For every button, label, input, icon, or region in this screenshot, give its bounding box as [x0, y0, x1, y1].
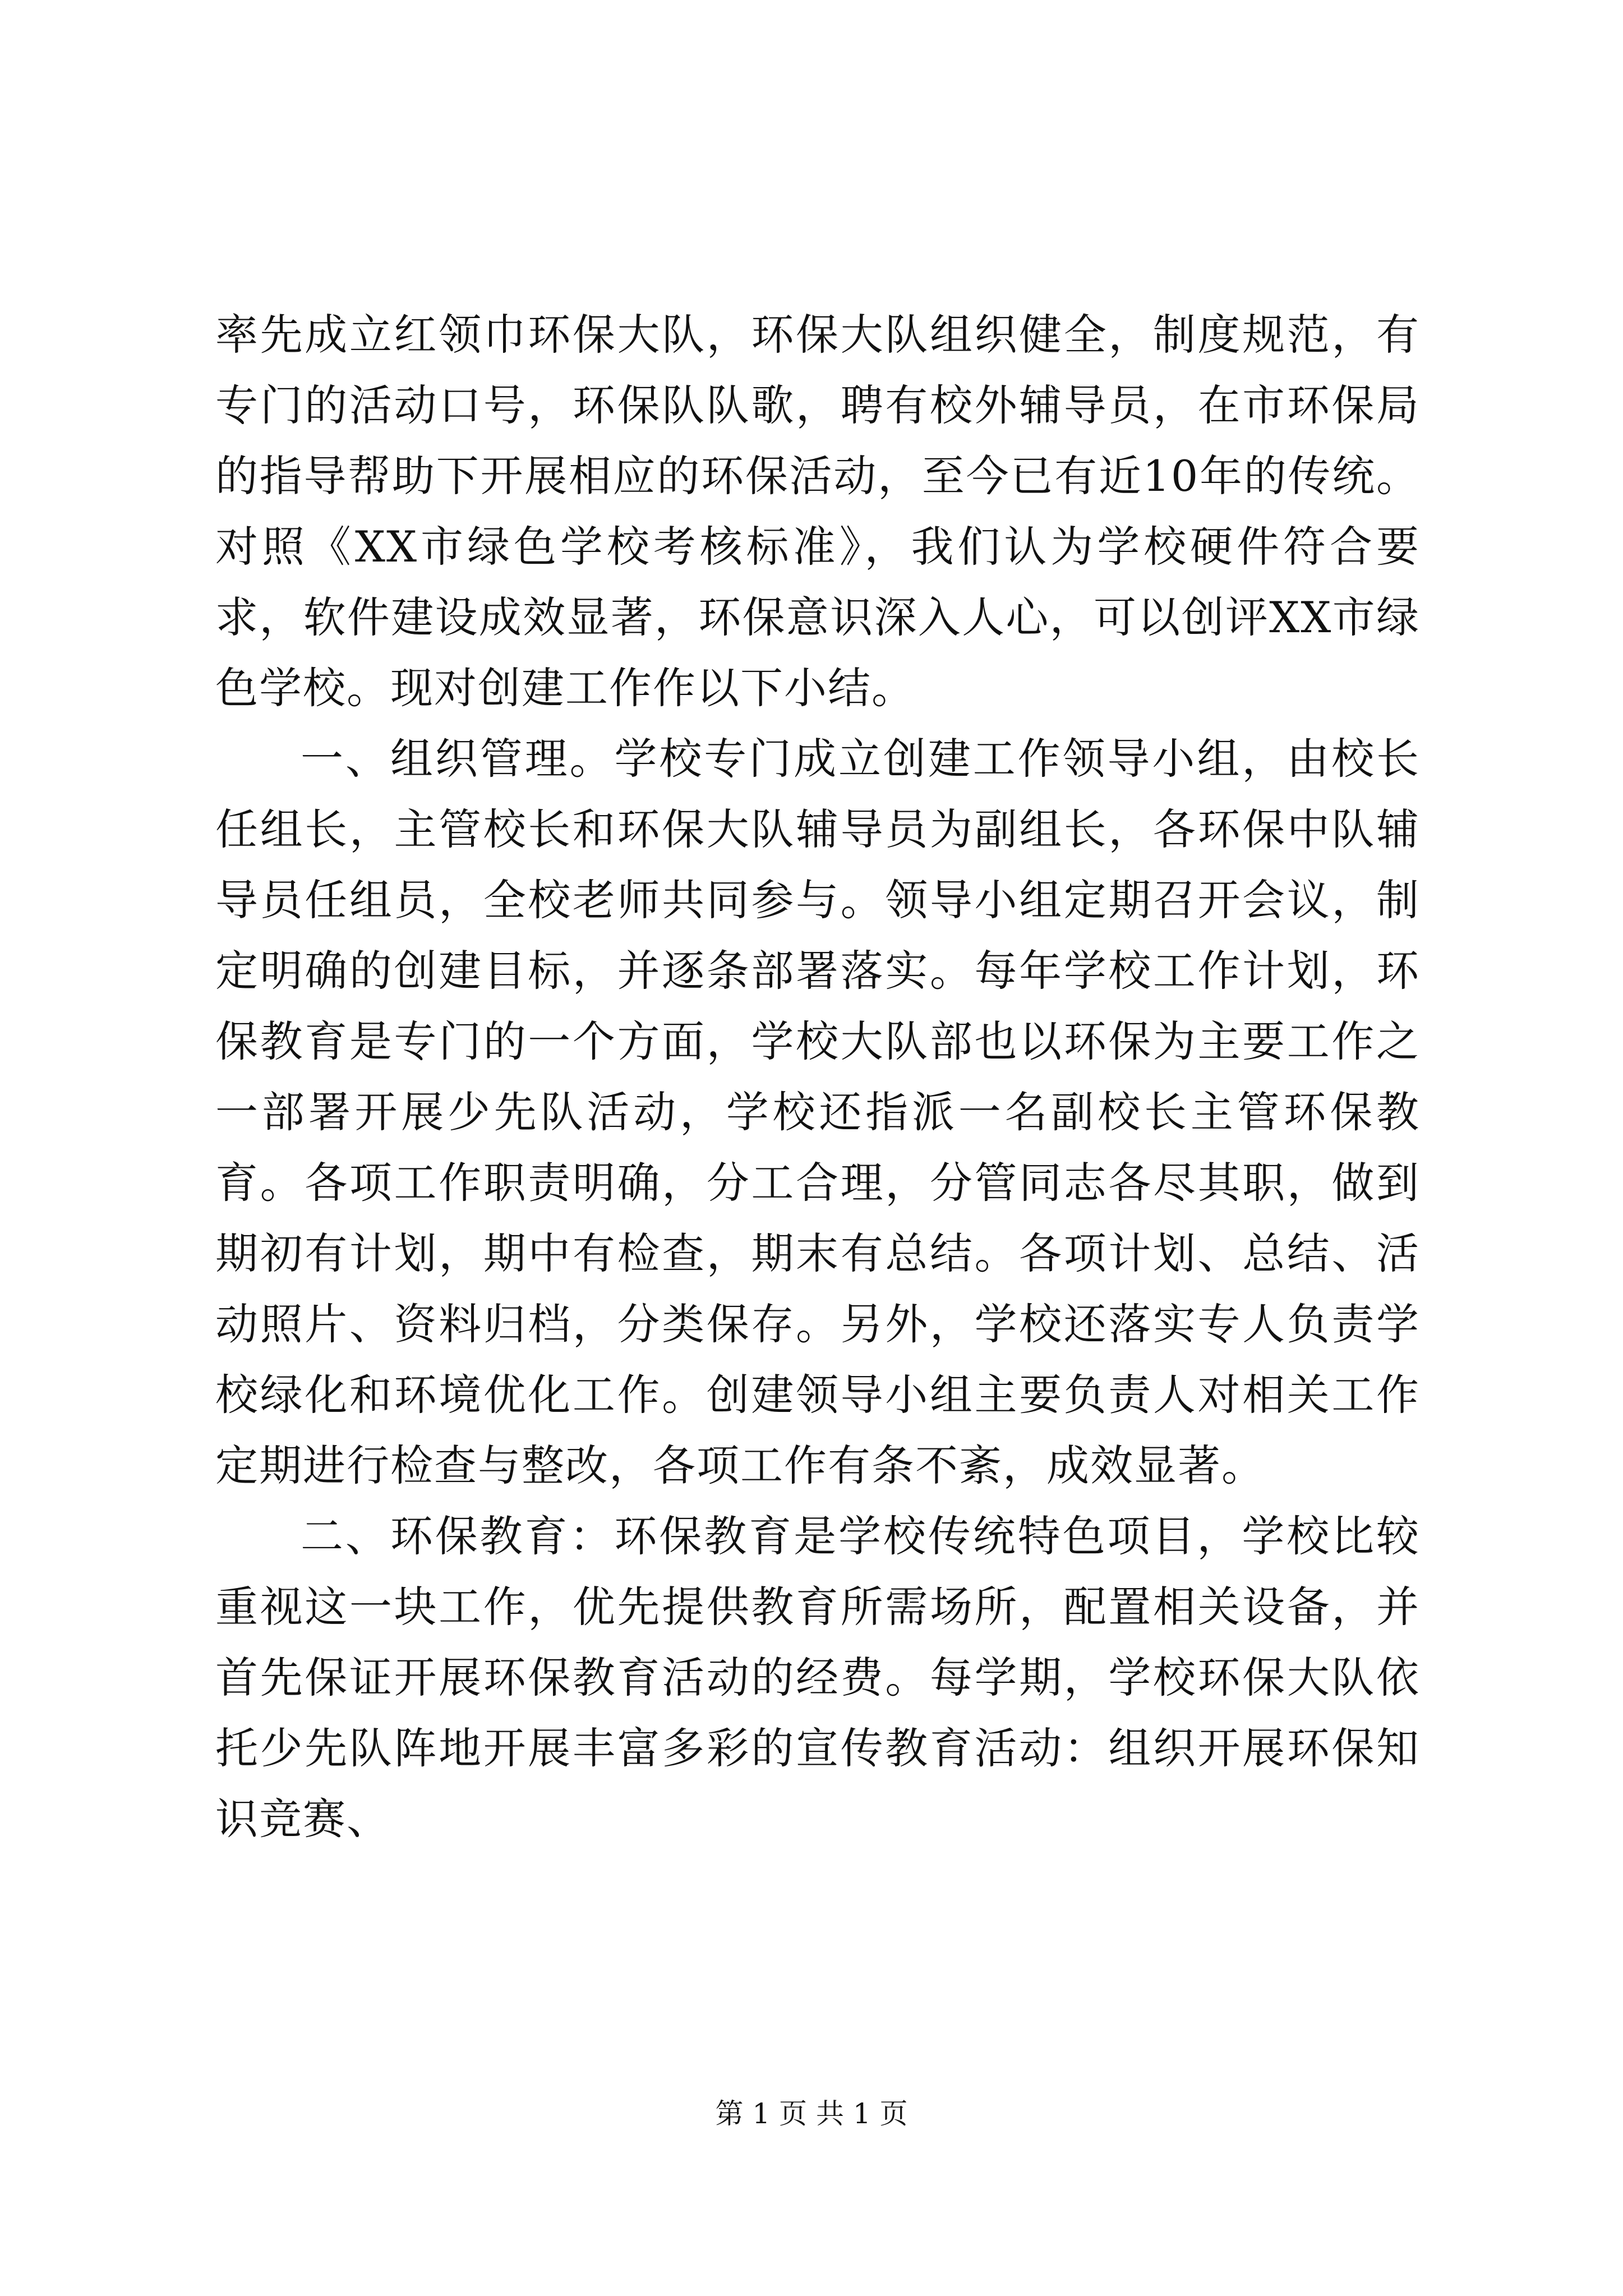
paragraph-organization-management: 一、组织管理。学校专门成立创建工作领导小组，由校长任组长，主管校长和环保大队辅导员为副组长，各环保中队辅导员任组员，全校老师共同参与。领导小组定期召开会议，制定明确的创建目标，并逐条部署落实。每年学校工作计划，环保教育是专门的一个方面，学校大队部也以环保为主要工作之一部署开展少先队活动，学校还指派一名副校长主管环保教育。各项工作职责明确，分工合理，分管同志各尽其职，做到期初有计划，期中有检查，期末有总结。各项计划、总结、活动照片、资料归档，分类保存。另外，学校还落实专人负责学校绿化和环境优化工作。创建领导小组主要负责人对相关工作定期进行检查与整改，各项工作有条不紊，成效显著。: [215, 734, 1420, 1490]
paragraph-environmental-education: 二、环保教育：环保教育是学校传统特色项目，学校比较重视这一块工作，优先提供教育所需场所，配置相关设备，并首先保证开展环保教育活动的经费。每学期，学校环保大队依托少先队阵地开展丰富多彩的宣传教育活动：组织开展环保知识竞赛、: [215, 1511, 1420, 1844]
document-body: [215, 300, 1420, 1855]
paragraph-intro: 率先成立红领巾环保大队，环保大队组织健全，制度规范，有专门的活动口号，环保队队歌，聘有校外辅导员，在市环保局的指导帮助下开展相应的环保活动，至今已有近10年的传统。对照《XX市绿色学校考核标准》，我们认为学校硬件符合要求，软件建设成效显著，环保意识深入人心，可以创评XX市绿色学校。现对创建工作作以下小结。: [215, 310, 1420, 713]
page-footer: 第 1 页 共 1 页: [715, 2097, 908, 2130]
